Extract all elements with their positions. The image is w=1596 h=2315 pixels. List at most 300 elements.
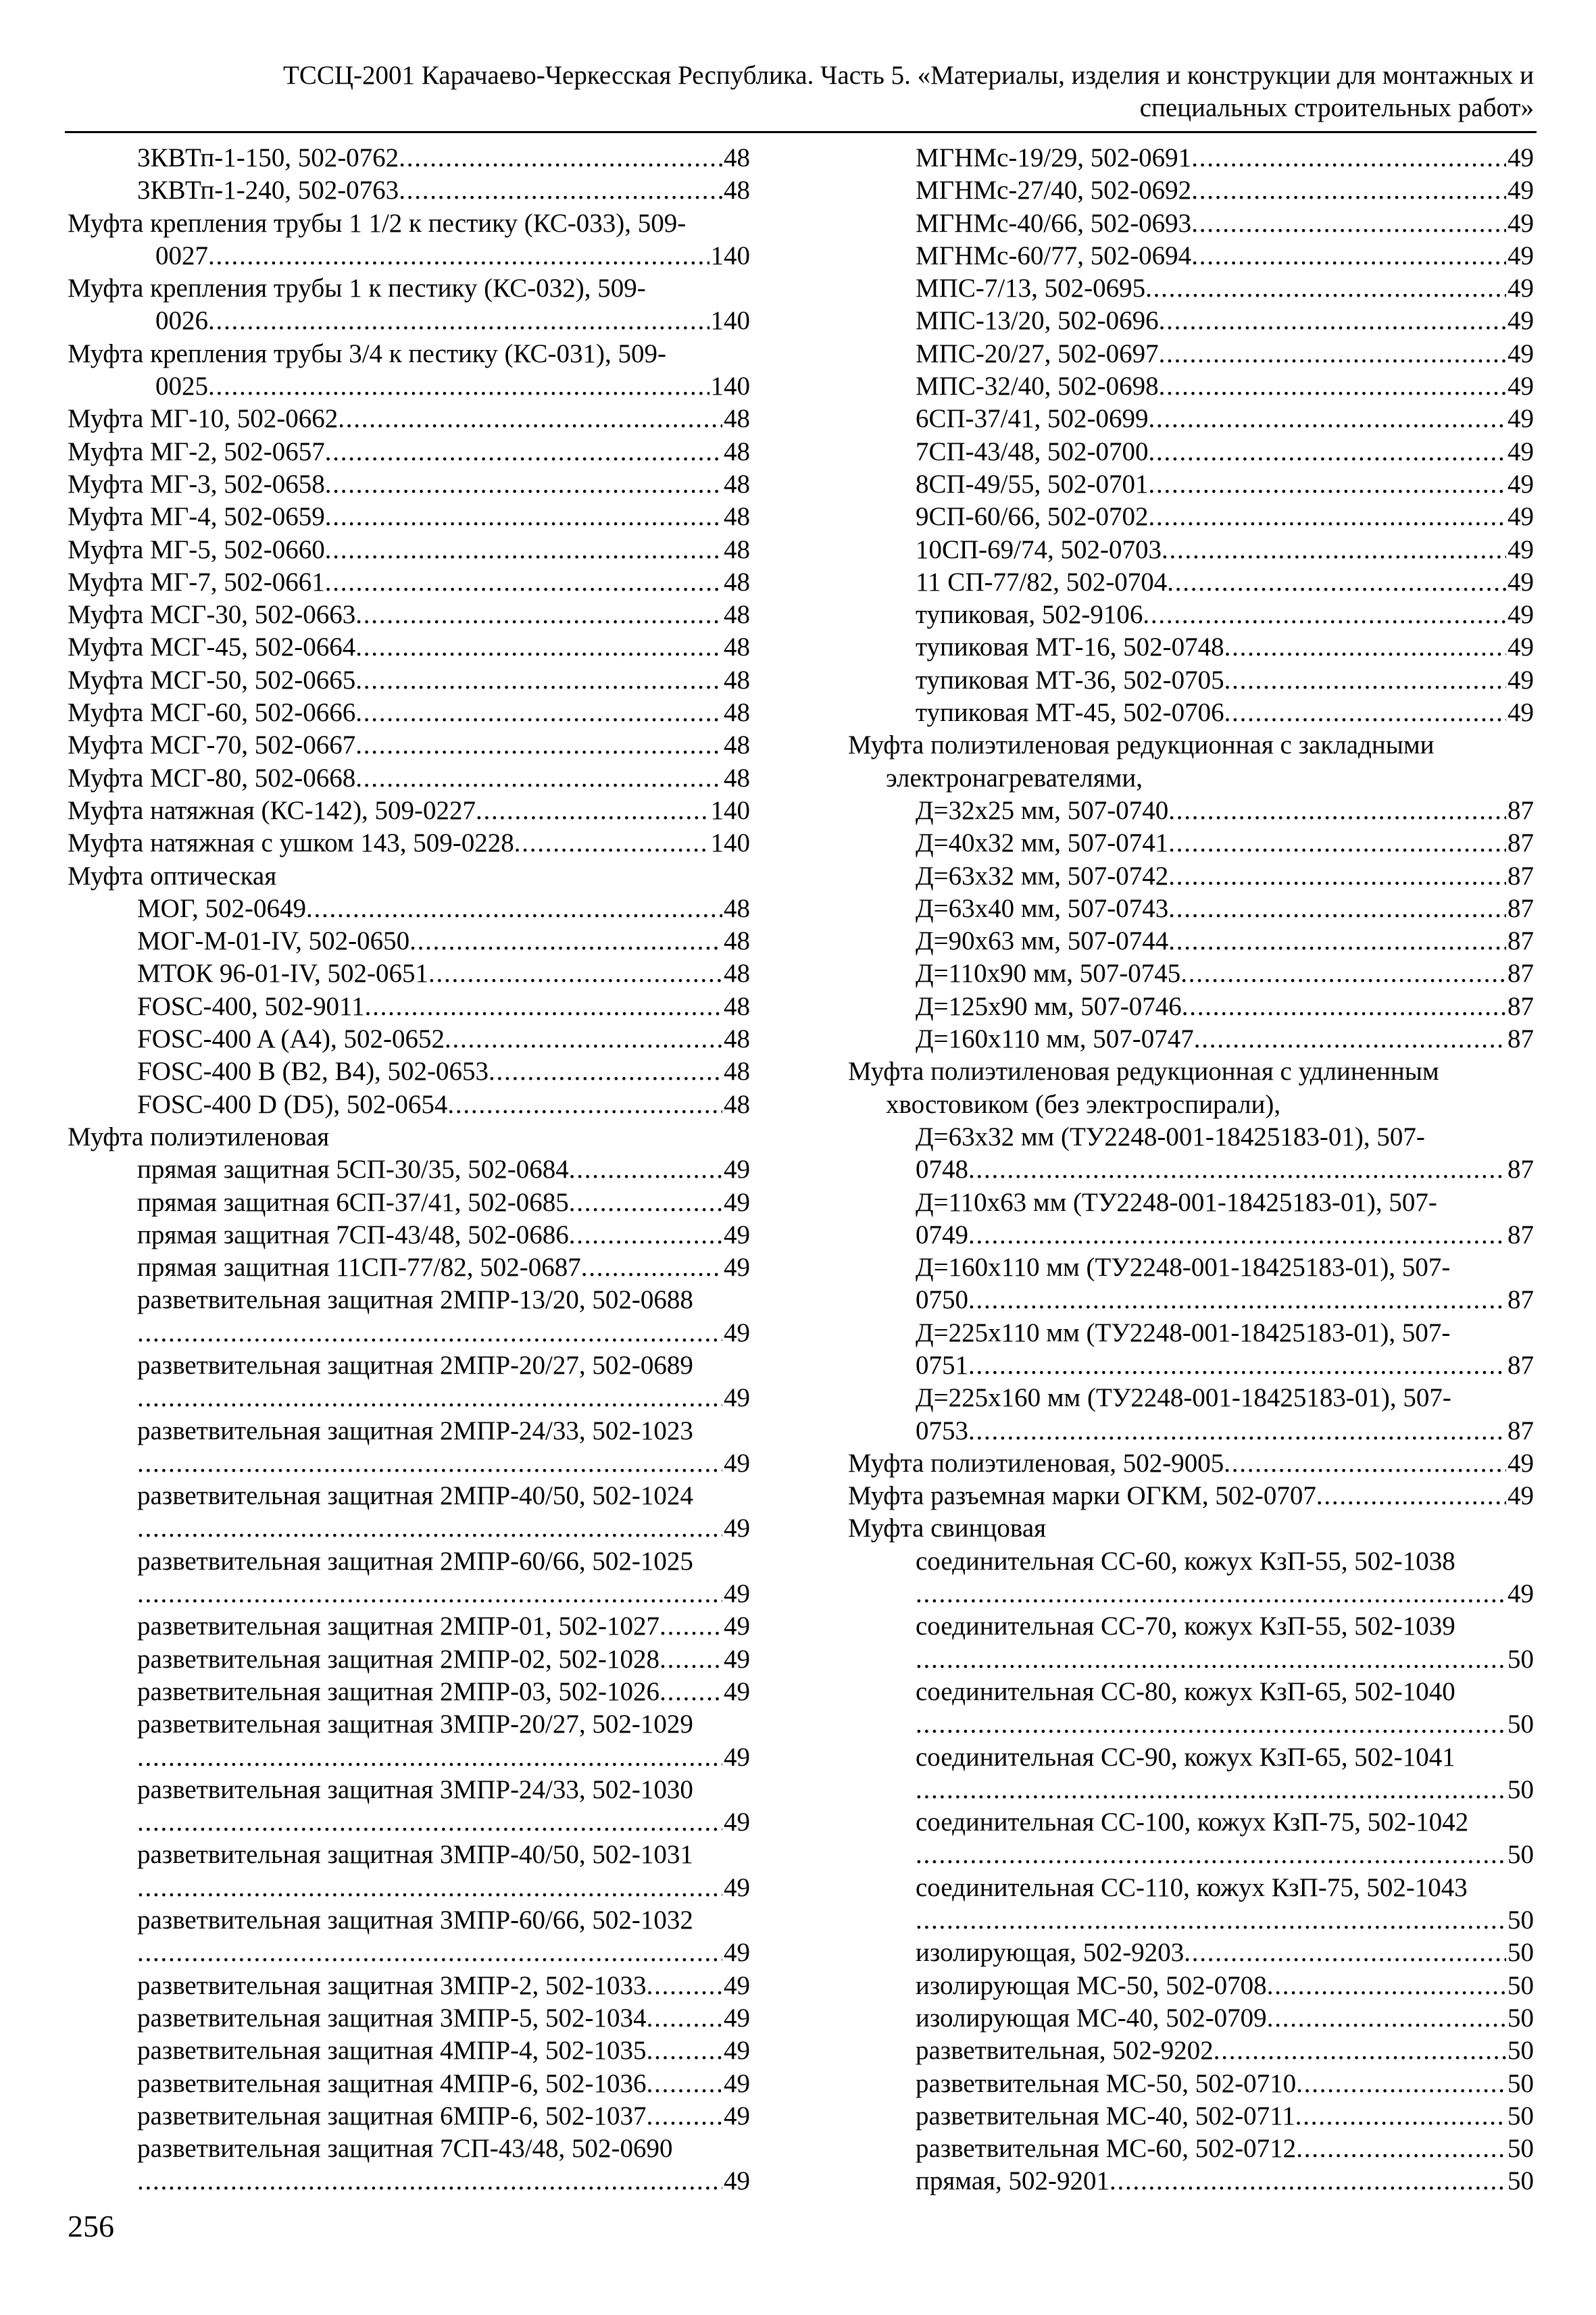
index-entry — [68, 501, 750, 533]
dot-leader — [1224, 664, 1506, 697]
entry-label: изолирующая МС-50, 502-0708 — [916, 1970, 1267, 2000]
entry-page-number: 49 — [1507, 274, 1534, 303]
entry-page-number: 48 — [724, 632, 750, 662]
index-heading: Муфта крепления трубы 1 1/2 к пестику (КС-033), 509- — [68, 208, 687, 238]
dot-leader — [1145, 272, 1506, 305]
index-heading: Муфта полиэтиленовая редукционная с закладными — [848, 730, 1435, 760]
page-number: 256 — [68, 2209, 114, 2243]
entry-label: МОГ, 502-0649 — [137, 893, 306, 923]
dot-leader — [325, 501, 722, 533]
index-entry — [848, 1937, 1534, 1969]
entry-page-number: 48 — [724, 1057, 750, 1087]
index-entry — [848, 1480, 1534, 1512]
dot-leader — [1168, 860, 1506, 893]
index-entry — [848, 1578, 1534, 1610]
index-entry — [68, 1382, 750, 1414]
index-heading: Муфта полиэтиленовая — [68, 1122, 330, 1151]
index-heading: электронагревателями, — [886, 763, 1143, 793]
index-entry — [68, 1251, 750, 1284]
entry-label: МТОК 96-01-IV, 502-0651 — [137, 959, 428, 989]
index-entry — [848, 240, 1534, 272]
index-entry — [68, 2165, 750, 2197]
entry-page-number: 49 — [1507, 339, 1534, 368]
entry-label: МГНМс-40/66, 502-0693 — [916, 208, 1192, 238]
running-header — [68, 59, 1534, 124]
index-entry — [68, 142, 750, 174]
entry-page-number: 49 — [724, 1220, 750, 1249]
entry-page-number: 87 — [1507, 1285, 1534, 1315]
entry-page-number: 48 — [724, 665, 750, 695]
entry-page-number: 87 — [1507, 861, 1534, 891]
entry-page-number: 49 — [1507, 372, 1534, 401]
index-entry — [848, 599, 1534, 631]
index-entry — [848, 468, 1534, 501]
index-heading: хвостовиком (без электроспирали), — [886, 1089, 1281, 1119]
entry-page-number: 50 — [1507, 2166, 1534, 2196]
entry-page-number: 50 — [1507, 1938, 1534, 1968]
dot-leader — [399, 174, 722, 207]
index-entry — [68, 1153, 750, 1186]
entry-label: FOSC-400, 502-9011 — [137, 991, 365, 1021]
entry-label: Муфта МСГ-45, 502-0664 — [68, 632, 356, 662]
dot-leader — [208, 370, 709, 403]
entry-page-number: 48 — [724, 502, 750, 532]
dot-leader — [325, 468, 722, 501]
entry-label: FOSC-400 A (A4), 502-0652 — [137, 1024, 445, 1054]
entry-page-number: 50 — [1507, 2068, 1534, 2098]
entry-page-number: 87 — [1507, 795, 1534, 825]
entry-page-number: 49 — [724, 1612, 750, 1641]
entry-label: Муфта МСГ-80, 502-0668 — [68, 763, 356, 793]
entry-label: 0025 — [155, 372, 208, 401]
entry-page-number: 140 — [710, 241, 750, 270]
entry-label: Муфта полиэтиленовая, 502-9005 — [848, 1448, 1224, 1478]
entry-label: разветвительная, 502-9202 — [916, 2036, 1214, 2066]
index-heading: Д=63х32 мм (ТУ2248-001-18425183-01), 507- — [916, 1122, 1425, 1151]
entry-label: Д=63х32 мм, 507-0742 — [916, 861, 1169, 891]
index-entry — [848, 2165, 1534, 2197]
index-entry — [68, 697, 750, 729]
index-entry — [68, 2035, 750, 2067]
entry-page-number: 49 — [1507, 1579, 1534, 1609]
entry-label: МПС-20/27, 502-0697 — [916, 339, 1159, 368]
dot-leader — [137, 1578, 722, 1610]
entry-page-number: 49 — [724, 1187, 750, 1217]
dot-leader — [1267, 1970, 1506, 2002]
index-heading: соединительная СС-60, кожух КзП-55, 502-1038 — [916, 1546, 1455, 1576]
dot-leader — [569, 1153, 722, 1186]
entry-page-number: 49 — [1507, 143, 1534, 172]
entry-label: Муфта МГ-3, 502-0658 — [68, 469, 325, 499]
index-heading: разветвительная защитная 2МПР-60/66, 502-1025 — [137, 1546, 693, 1576]
entry-label: прямая, 502-9201 — [916, 2166, 1109, 2196]
entry-page-number: 49 — [1507, 241, 1534, 270]
entry-page-number: 49 — [724, 1970, 750, 2000]
entry-label: Д=40х32 мм, 507-0741 — [916, 828, 1169, 858]
index-entry — [848, 991, 1534, 1023]
entry-page-number: 87 — [1507, 959, 1534, 989]
index-heading: Д=225х160 мм (ТУ2248-001-18425183-01), 507- — [916, 1383, 1451, 1413]
entry-page-number: 49 — [1507, 600, 1534, 630]
dot-leader — [1296, 2133, 1506, 2165]
dot-leader — [1180, 957, 1506, 990]
dot-leader — [1109, 2165, 1506, 2197]
dot-leader — [1194, 1023, 1506, 1055]
entry-label: 3КВТп-1-150, 502-0762 — [137, 143, 399, 172]
entry-label: разветвительная защитная 2МПР-03, 502-1026 — [137, 1676, 660, 1706]
index-heading: соединительная СС-70, кожух КзП-55, 502-1039 — [916, 1612, 1455, 1641]
index-entry — [68, 1937, 750, 1969]
entry-page-number: 50 — [1507, 2101, 1534, 2131]
entry-label: 9СП-60/66, 502-0702 — [916, 502, 1149, 532]
index-entry — [68, 599, 750, 631]
dot-leader — [208, 305, 709, 337]
index-entry — [68, 1970, 750, 2002]
index-entry — [68, 1512, 750, 1545]
entry-page-number: 50 — [1507, 1906, 1534, 1935]
entry-page-number: 49 — [1507, 1448, 1534, 1478]
index-entry — [68, 240, 750, 272]
dot-leader — [647, 2002, 722, 2035]
entry-page-number: 49 — [724, 1448, 750, 1478]
index-entry — [68, 1089, 750, 1121]
index-entry — [68, 664, 750, 697]
entry-page-number: 49 — [1507, 567, 1534, 597]
dot-leader — [1267, 2002, 1506, 2035]
index-entry — [848, 664, 1534, 697]
entry-page-number: 48 — [724, 893, 750, 923]
dot-leader — [355, 599, 722, 631]
entry-label: Муфта натяжная с ушком 143, 509-0228 — [68, 828, 514, 858]
dot-leader — [1168, 925, 1506, 957]
entry-page-number: 49 — [1507, 1481, 1534, 1511]
entry-page-number: 49 — [1507, 404, 1534, 434]
index-entry — [848, 1023, 1534, 1055]
index-entry — [68, 957, 750, 990]
index-heading: Муфта крепления трубы 1 к пестику (КС-032), 509- — [68, 274, 646, 303]
index-heading: разветвительная защитная 2МПР-24/33, 502-1023 — [137, 1416, 693, 1445]
index-entry — [68, 1643, 750, 1676]
index-entry — [68, 2068, 750, 2100]
entry-page-number: 49 — [724, 1514, 750, 1543]
index-entry — [848, 338, 1534, 370]
index-entry — [848, 142, 1534, 174]
index-entry — [848, 2133, 1534, 2165]
entry-page-number: 49 — [724, 1253, 750, 1283]
dot-leader — [1224, 631, 1506, 664]
index-entry — [68, 991, 750, 1023]
index-entry — [848, 1219, 1534, 1251]
entry-label: 8СП-49/55, 502-0701 — [916, 469, 1149, 499]
index-entry — [848, 860, 1534, 893]
index-entry — [848, 925, 1534, 957]
entry-page-number: 87 — [1507, 1155, 1534, 1185]
entry-page-number: 50 — [1507, 1644, 1534, 1674]
dot-leader — [1182, 991, 1506, 1023]
dot-leader — [514, 827, 709, 860]
entry-page-number: 49 — [724, 1644, 750, 1674]
index-entry — [848, 2035, 1534, 2067]
dot-leader — [325, 436, 722, 468]
entry-page-number: 49 — [724, 1872, 750, 1902]
entry-label: разветвительная защитная 2МПР-01, 502-1027 — [137, 1612, 660, 1641]
entry-page-number: 49 — [1507, 208, 1534, 238]
index-entry — [68, 893, 750, 925]
index-heading: Муфта свинцовая — [848, 1514, 1047, 1543]
index-entry — [848, 1708, 1534, 1741]
dot-leader — [1149, 436, 1507, 468]
entry-label: тупиковая МТ-16, 502-0748 — [916, 632, 1224, 662]
dot-leader — [916, 1774, 1506, 1806]
dot-leader — [916, 1904, 1506, 1937]
entry-page-number: 49 — [724, 2068, 750, 2098]
dot-leader — [137, 1741, 722, 1774]
dot-leader — [916, 1578, 1506, 1610]
index-entry — [68, 2100, 750, 2133]
dot-leader — [409, 925, 722, 957]
dot-leader — [1191, 174, 1506, 207]
entry-label: прямая защитная 7СП-43/48, 502-0686 — [137, 1220, 569, 1249]
entry-label: МПС-32/40, 502-0698 — [916, 372, 1159, 401]
dot-leader — [137, 1512, 722, 1545]
index-heading: разветвительная защитная 3МПР-24/33, 502-1030 — [137, 1774, 693, 1804]
index-entry — [848, 893, 1534, 925]
entry-label: Муфта натяжная (КС-142), 509-0227 — [68, 795, 476, 825]
dot-leader — [1316, 1480, 1506, 1512]
entry-page-number: 48 — [724, 763, 750, 793]
index-entry — [848, 1774, 1534, 1806]
entry-label: МГНМс-27/40, 502-0692 — [916, 176, 1192, 205]
index-entry — [68, 2002, 750, 2035]
entry-page-number: 49 — [1507, 698, 1534, 728]
index-entry — [848, 403, 1534, 435]
dot-leader — [399, 142, 722, 174]
entry-label: Муфта МСГ-30, 502-0663 — [68, 600, 356, 630]
entry-page-number: 48 — [724, 1024, 750, 1054]
entry-label: разветвительная МС-40, 502-0711 — [916, 2101, 1295, 2131]
entry-label: разветвительная МС-50, 502-0710 — [916, 2068, 1297, 2098]
dot-leader — [968, 1284, 1506, 1316]
dot-leader — [968, 1153, 1506, 1186]
entry-label: 0751 — [916, 1350, 968, 1380]
entry-page-number: 48 — [724, 437, 750, 466]
dot-leader — [1296, 2068, 1506, 2100]
entry-page-number: 140 — [710, 372, 750, 401]
index-entry — [848, 697, 1534, 729]
index-entry — [848, 174, 1534, 207]
index-entry — [848, 1904, 1534, 1937]
entry-label: Д=32х25 мм, 507-0740 — [916, 795, 1169, 825]
index-entry — [848, 2068, 1534, 2100]
index-entry — [68, 795, 750, 827]
entry-label: Муфта МСГ-70, 502-0667 — [68, 730, 356, 760]
dot-leader — [137, 1317, 722, 1349]
dot-leader — [1159, 305, 1506, 337]
dot-leader — [1184, 1937, 1506, 1969]
entry-label: Муфта разъемная марки ОГКМ, 502-0707 — [848, 1481, 1316, 1511]
index-entry — [68, 729, 750, 762]
entry-page-number: 49 — [724, 1938, 750, 1968]
index-entry — [68, 305, 750, 337]
dot-leader — [1167, 566, 1506, 599]
entry-page-number: 87 — [1507, 828, 1534, 858]
index-heading: разветвительная защитная 7СП-43/48, 502-0690 — [137, 2134, 673, 2164]
entry-label: прямая защитная 11СП-77/82, 502-0687 — [137, 1253, 581, 1283]
index-entry — [68, 1219, 750, 1251]
entry-label: Д=110х90 мм, 507-0745 — [916, 959, 1181, 989]
entry-label: Д=160х110 мм, 507-0747 — [916, 1024, 1194, 1054]
index-entry — [848, 2100, 1534, 2133]
entry-page-number: 49 — [724, 1383, 750, 1413]
header-rule — [65, 131, 1537, 133]
entry-page-number: 50 — [1507, 1970, 1534, 2000]
index-entry — [68, 436, 750, 468]
entry-page-number: 48 — [724, 567, 750, 597]
index-entry — [68, 1317, 750, 1349]
dot-leader — [445, 1023, 722, 1055]
entry-label: разветвительная защитная 4МПР-6, 502-1036 — [137, 2068, 647, 2098]
dot-leader — [325, 534, 722, 566]
index-entry — [848, 436, 1534, 468]
entry-page-number: 50 — [1507, 1774, 1534, 1804]
index-entry — [848, 1153, 1534, 1186]
entry-page-number: 87 — [1507, 893, 1534, 923]
entry-page-number: 49 — [724, 1579, 750, 1609]
entry-label: FOSC-400 D (D5), 502-0654 — [137, 1089, 448, 1119]
entry-page-number: 48 — [724, 534, 750, 564]
index-heading: Муфта полиэтиленовая редукционная с удлиненным — [848, 1057, 1439, 1087]
dot-leader — [647, 2100, 722, 2133]
index-heading: Д=225х110 мм (ТУ2248-001-18425183-01), 507- — [916, 1318, 1451, 1347]
entry-page-number: 49 — [724, 1318, 750, 1347]
dot-leader — [447, 1089, 722, 1121]
entry-label: 3КВТп-1-240, 502-0763 — [137, 176, 399, 205]
entry-page-number: 49 — [1507, 437, 1534, 466]
index-entry — [848, 272, 1534, 305]
index-entry — [848, 1447, 1534, 1480]
entry-label: Муфта МСГ-60, 502-0666 — [68, 698, 356, 728]
dot-leader — [137, 1806, 722, 1839]
entry-label: МГНМс-60/77, 502-0694 — [916, 241, 1192, 270]
entry-page-number: 87 — [1507, 926, 1534, 956]
dot-leader — [1168, 795, 1506, 827]
entry-page-number: 87 — [1507, 991, 1534, 1021]
index-heading: Д=160х110 мм (ТУ2248-001-18425183-01), 507- — [916, 1253, 1451, 1283]
entry-label: 10СП-69/74, 502-0703 — [916, 534, 1162, 564]
entry-page-number: 49 — [1507, 176, 1534, 205]
entry-label: 0750 — [916, 1285, 968, 1315]
dot-leader — [569, 1187, 722, 1219]
entry-label: МОГ-М-01-IV, 502-0650 — [137, 926, 410, 956]
dot-leader — [916, 1643, 1506, 1676]
dot-leader — [581, 1251, 722, 1284]
entry-label: Муфта МГ-7, 502-0661 — [68, 567, 325, 597]
dot-leader — [365, 991, 722, 1023]
index-heading: соединительная СС-100, кожух КзП-75, 502-1042 — [916, 1808, 1469, 1837]
index-entry — [68, 370, 750, 403]
index-entry — [68, 174, 750, 207]
entry-label: прямая защитная 6СП-37/41, 502-0685 — [137, 1187, 569, 1217]
dot-leader — [968, 1349, 1506, 1382]
entry-label: Муфта МГ-2, 502-0657 — [68, 437, 325, 466]
index-entry — [848, 1643, 1534, 1676]
index-entry — [68, 403, 750, 435]
index-entry — [848, 795, 1534, 827]
index-entry — [68, 827, 750, 860]
index-entry — [848, 1415, 1534, 1447]
dot-leader — [659, 1676, 722, 1708]
entry-page-number: 49 — [724, 2166, 750, 2196]
index-entry — [68, 1610, 750, 1643]
entry-page-number: 49 — [724, 1808, 750, 1837]
dot-leader — [489, 1055, 722, 1088]
dot-leader — [1224, 1447, 1506, 1480]
dot-leader — [968, 1219, 1506, 1251]
index-heading: разветвительная защитная 3МПР-40/50, 502-1031 — [137, 1840, 693, 1870]
dot-leader — [1168, 893, 1506, 925]
dot-leader — [569, 1219, 722, 1251]
index-entry — [68, 1806, 750, 1839]
entry-page-number: 87 — [1507, 1416, 1534, 1445]
entry-page-number: 50 — [1507, 2134, 1534, 2164]
entry-page-number: 49 — [724, 2101, 750, 2131]
dot-leader — [355, 664, 722, 697]
index-entry — [848, 827, 1534, 860]
index-entry — [848, 566, 1534, 599]
dot-leader — [647, 1970, 722, 2002]
entry-page-number: 49 — [1507, 665, 1534, 695]
index-entry — [848, 207, 1534, 240]
index-entry — [68, 925, 750, 957]
index-entry — [68, 1187, 750, 1219]
entry-label: разветвительная защитная 3МПР-2, 502-1033 — [137, 1970, 647, 2000]
index-heading: разветвительная защитная 3МПР-20/27, 502-1029 — [137, 1710, 693, 1739]
entry-label: 0749 — [916, 1220, 968, 1249]
entry-label: FOSC-400 B (B2, B4), 502-0653 — [137, 1057, 489, 1087]
entry-page-number: 140 — [710, 795, 750, 825]
index-entry — [848, 1839, 1534, 1871]
dot-leader — [1295, 2100, 1506, 2133]
entry-label: 0026 — [155, 306, 208, 336]
dot-leader — [1224, 697, 1506, 729]
entry-page-number: 140 — [710, 828, 750, 858]
entry-page-number: 48 — [724, 143, 750, 172]
index-entry — [848, 501, 1534, 533]
dot-leader — [1149, 403, 1507, 435]
index-entry — [68, 534, 750, 566]
entry-page-number: 48 — [724, 176, 750, 205]
index-entry — [68, 1872, 750, 1904]
dot-leader — [968, 1415, 1506, 1447]
index-heading: Муфта крепления трубы 3/4 к пестику (КС-031), 509- — [68, 339, 667, 368]
index-heading: соединительная СС-110, кожух КзП-75, 502-1043 — [916, 1872, 1468, 1902]
dot-leader — [1143, 599, 1506, 631]
entry-page-number: 50 — [1507, 2003, 1534, 2033]
dot-leader — [647, 2035, 722, 2067]
dot-leader — [476, 795, 709, 827]
index-heading: соединительная СС-90, кожух КзП-65, 502-1041 — [916, 1742, 1455, 1772]
dot-leader — [1162, 534, 1506, 566]
entry-page-number: 48 — [724, 730, 750, 760]
dot-leader — [325, 566, 722, 599]
dot-leader — [1159, 370, 1506, 403]
entry-page-number: 49 — [724, 2003, 750, 2033]
dot-leader — [1191, 207, 1506, 240]
index-heading: разветвительная защитная 3МПР-60/66, 502-1032 — [137, 1906, 693, 1935]
index-heading: разветвительная защитная 2МПР-13/20, 502-0688 — [137, 1285, 693, 1315]
entry-label: Муфта МСГ-50, 502-0665 — [68, 665, 356, 695]
entry-label: тупиковая, 502-9106 — [916, 600, 1143, 630]
